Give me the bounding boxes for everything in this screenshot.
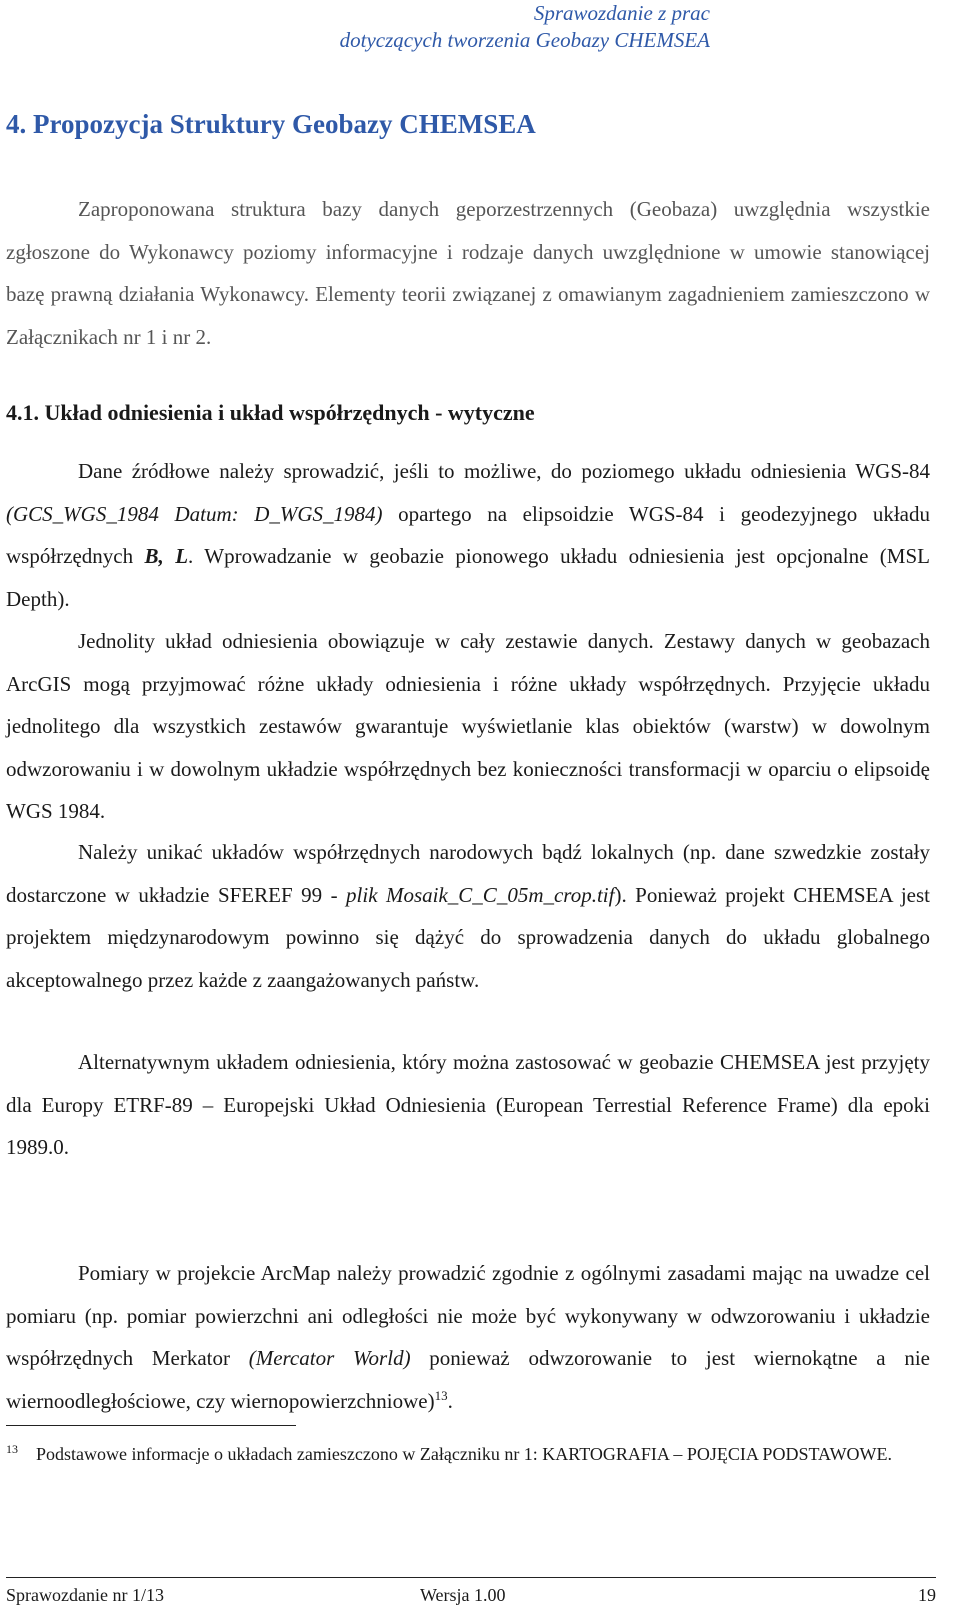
p3-filename: plik Mosaik_C_C_05m_crop.tif	[346, 882, 615, 907]
footer-page-number: 19	[918, 1585, 936, 1605]
paragraph-uniform-system: Jednolity układ odniesienia obowiązuje w cały zestawie danych. Zestawy danych w geobazach ArcGIS mogą przyjmować różne układy odniesienia i różne układy współrzędnych. Przyjęcie układu jednolitego dla wszystkich zestawów gwarantuje wyświetlanie klas obiektów (warstw) w dowolnym odwzorowaniu i w dowolnym układzie współrzędnych bez konieczności transformacji w oparciu o elipsoidę WGS 1984.	[6, 629, 930, 823]
footer-separator	[6, 1577, 936, 1578]
footnote-separator	[6, 1425, 296, 1426]
footnote-mark: 13	[6, 1442, 18, 1456]
paragraph-etrf89: Alternatywnym układem odniesienia, który można zastosować w geobazie CHEMSEA jest przyjęty dla Europy ETRF-89 – Europejski Układ Odniesienia (European Terrestial Reference Frame) dla epoki 1989.0.	[6, 1050, 930, 1159]
running-header-line-1: Sprawozdanie z prac	[533, 1, 710, 25]
footer-report-number: Sprawozdanie nr 1/13	[6, 1585, 164, 1605]
p5-text-a: Pomiary w projekcie ArcMap należy prowadzić zgodnie z ogólnymi zasadami mając na uwadze cel pomiaru (np. pomiar powierzchni ani odległości nie może być wykonywany w odwzorowaniu i układzie współrzędnych Merkator	[6, 1261, 930, 1370]
footnote-text: Podstawowe informacje o układach zamieszczono w Załączniku nr 1: KARTOGRAFIA – POJĘCIA PODSTAWOWE.	[36, 1444, 893, 1464]
p5-mercator-world: (Mercator World)	[248, 1346, 411, 1370]
paragraph-avoid-national	[6, 831, 930, 1001]
paragraph-reference-system	[6, 450, 930, 620]
p1-coordinates-bl: B, L	[144, 544, 189, 568]
footnote-13	[6, 1442, 930, 1466]
p5-text-end: .	[447, 1388, 453, 1413]
running-header	[0, 0, 960, 54]
running-header-line-2: dotyczących tworzenia Geobazy CHEMSEA	[339, 28, 710, 52]
p1-datum-name: (GCS_WGS_1984 Datum: D_WGS_1984)	[6, 501, 383, 526]
paragraph-measurements	[6, 1252, 930, 1422]
section-title: 4. Propozycja Struktury Geobazy CHEMSEA	[6, 109, 536, 139]
p1-text-a: Dane źródłowe należy sprowadzić, jeśli to możliwe, do poziomego układu odniesienia WGS-84	[78, 459, 930, 483]
subsection-title: 4.1. Układ odniesienia i układ współrzędnych - wytyczne	[6, 400, 535, 425]
p1-text-c: opartego na elipsoidzie WGS-84 i geodezyjnego układu współrzędnych	[6, 501, 930, 568]
p5-text-c: ponieważ odwzorowanie to jest wiernokątne a nie wiernoodległościowe, czy wiernopowierzchniowe)	[6, 1346, 931, 1413]
footer-version: Wersja 1.00	[420, 1585, 506, 1605]
footnote-ref-13[interactable]: 13	[434, 1387, 448, 1403]
intro-paragraph: Zaproponowana struktura bazy danych geporzestrzennych (Geobaza) uwzględnia wszystkie zgłoszone do Wykonawcy poziomy informacyjne i rodzaje danych uwzględnione w umowie stanowiącej bazę prawną działania Wykonawcy. Elementy teorii związanej z omawianym zagadnieniem zamieszczono w Załącznikach nr 1 i nr 2.	[6, 197, 930, 349]
p3-text-a: Należy unikać układów współrzędnych narodowych bądź lokalnych (np. dane szwedzkie zostały dostarczone w układzie SFEREF 99 -	[6, 840, 930, 907]
p3-text-c: ). Ponieważ projekt CHEMSEA jest projektem międzynarodowym powinno się dążyć do sprowadzenia danych do układu globalnego akceptowalnego przez każde z zaangażowanych państw.	[6, 882, 930, 992]
p1-text-e: . Wprowadzanie w geobazie pionowego układu odniesienia jest opcjonalne (MSL Depth).	[6, 544, 930, 611]
